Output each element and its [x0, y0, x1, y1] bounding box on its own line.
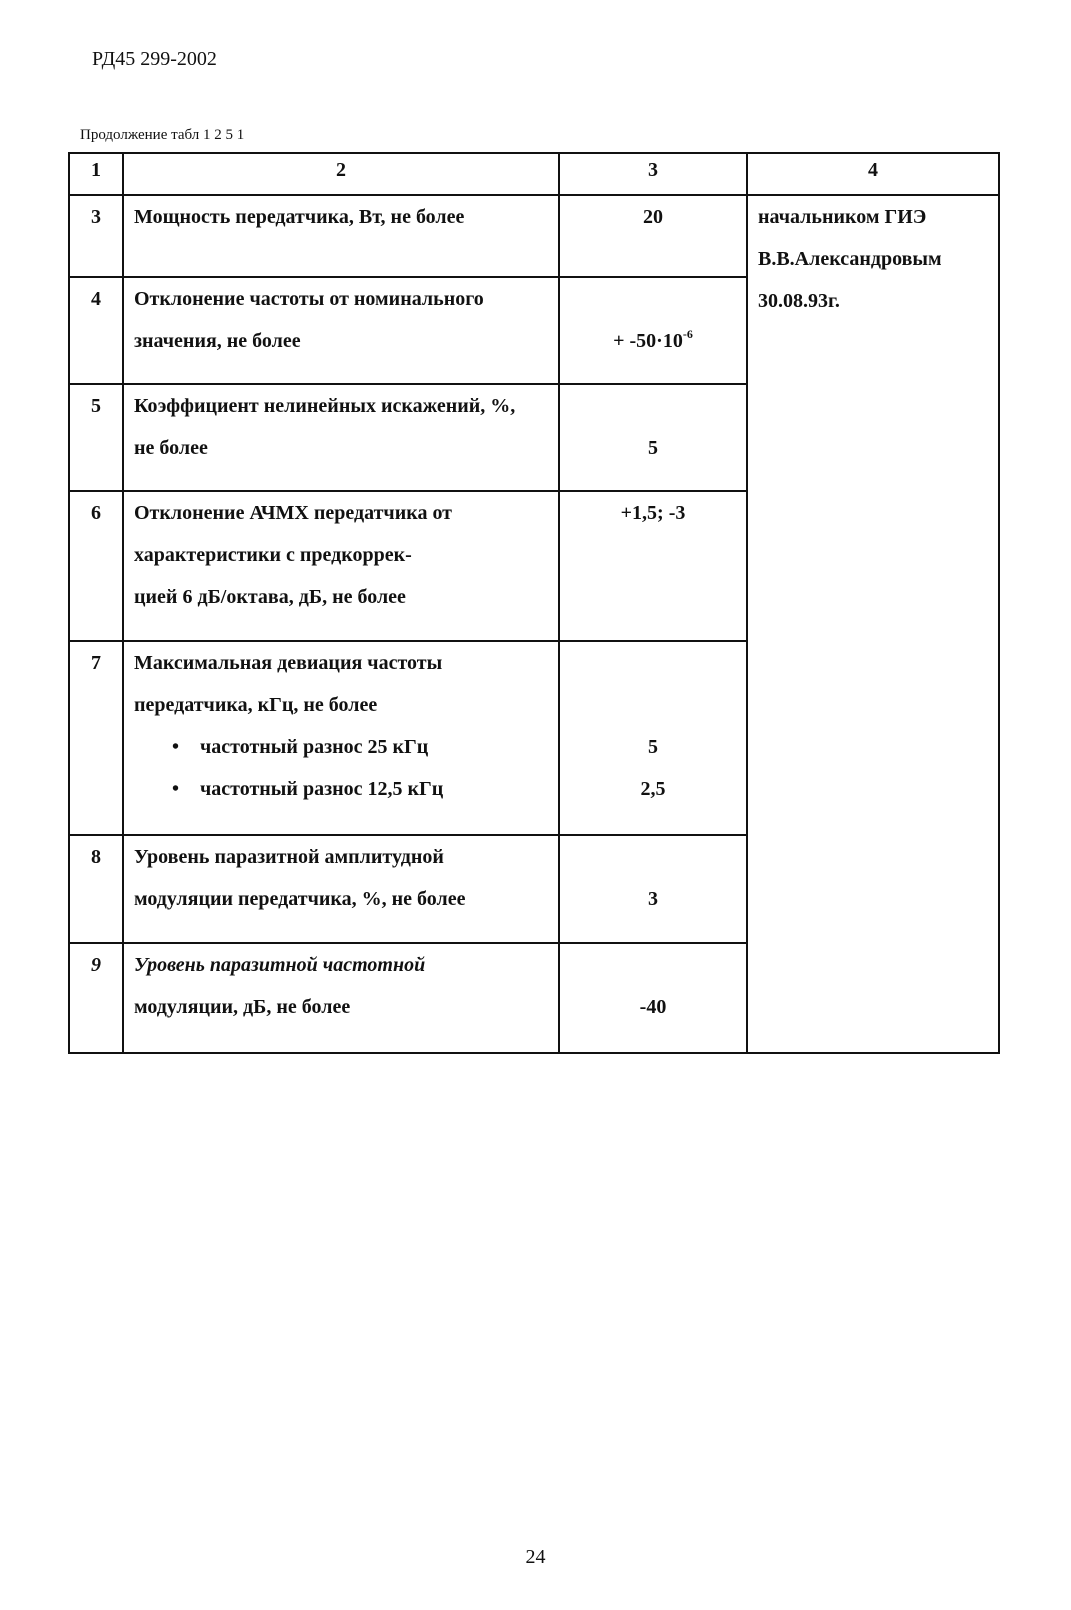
table-row [69, 195, 999, 277]
row-number: 7 [69, 641, 123, 835]
row-number: 8 [69, 835, 123, 943]
value-text [570, 320, 736, 362]
value-cell [559, 943, 747, 1053]
page-number: 24 [525, 1546, 546, 1568]
value-cell [559, 491, 747, 641]
parameter-line: Отклонение АЧМХ передатчика от [134, 502, 452, 524]
document-code: РД45 299-2002 [92, 48, 217, 70]
note-cell [747, 195, 999, 1053]
parameter-cell [123, 641, 559, 835]
parameter-line: Коэффициент нелинейных искажений, %, [134, 395, 516, 417]
parameter-line: модуляции передатчика, %, не более [134, 888, 466, 910]
parameter-cell [123, 384, 559, 491]
value-exponent: -6 [682, 327, 693, 341]
row-number: 3 [69, 195, 123, 277]
column-header: 4 [747, 153, 999, 195]
table-header-row [69, 153, 999, 195]
parameter-cell [123, 195, 559, 277]
bullet-text: частотный разнос 12,5 кГц [200, 778, 444, 800]
parameter-line: значения, не более [134, 330, 301, 352]
parameter-line: Мощность передатчика, Вт, не более [134, 206, 465, 228]
value-text: -40 [639, 996, 667, 1018]
note-line: В.В.Александровым [758, 248, 942, 270]
row-number: 6 [69, 491, 123, 641]
column-header: 2 [123, 153, 559, 195]
value-text: 3 [648, 888, 658, 910]
row-number: 4 [69, 277, 123, 384]
parameter-line: Отклонение частоты от номинального [134, 288, 484, 310]
bullet-item [134, 768, 548, 810]
value-base: + -50·10 [613, 330, 683, 352]
bullet-icon: • [172, 778, 180, 800]
bullet-icon: • [172, 736, 180, 758]
value-text: 5 [648, 736, 658, 758]
bullet-text: частотный разнос 25 кГц [200, 736, 429, 758]
row-number: 9 [69, 943, 123, 1053]
parameter-line: характеристики с предкоррек- [134, 544, 412, 566]
parameter-line: передатчика, кГц, не более [134, 694, 378, 716]
column-header: 1 [69, 153, 123, 195]
value-cell [559, 641, 747, 835]
value-text: 20 [643, 206, 663, 228]
note-line: начальником ГИЭ [758, 206, 927, 228]
parameter-cell [123, 835, 559, 943]
parameter-cell [123, 277, 559, 384]
parameter-line: Уровень паразитной амплитудной [134, 846, 444, 868]
note-line: 30.08.93г. [758, 290, 840, 312]
value-cell [559, 277, 747, 384]
table-caption: Продолжение табл 1 2 5 1 [80, 127, 245, 143]
specification-table [68, 152, 1000, 1054]
bullet-item [134, 726, 548, 768]
value-cell [559, 835, 747, 943]
parameter-line: модуляции, дБ, не более [134, 996, 351, 1018]
column-header: 3 [559, 153, 747, 195]
value-cell [559, 384, 747, 491]
row-number: 5 [69, 384, 123, 491]
parameter-line: Уровень паразитной частотной [134, 954, 426, 976]
parameter-line: не более [134, 437, 208, 459]
value-cell [559, 195, 747, 277]
parameter-line: Максимальная девиация частоты [134, 652, 443, 674]
parameter-cell [123, 491, 559, 641]
value-text: +1,5; -3 [620, 502, 686, 524]
value-text: 5 [648, 437, 658, 459]
parameter-line: цией 6 дБ/октава, дБ, не более [134, 586, 406, 608]
parameter-cell [123, 943, 559, 1053]
value-text: 2,5 [640, 778, 666, 800]
